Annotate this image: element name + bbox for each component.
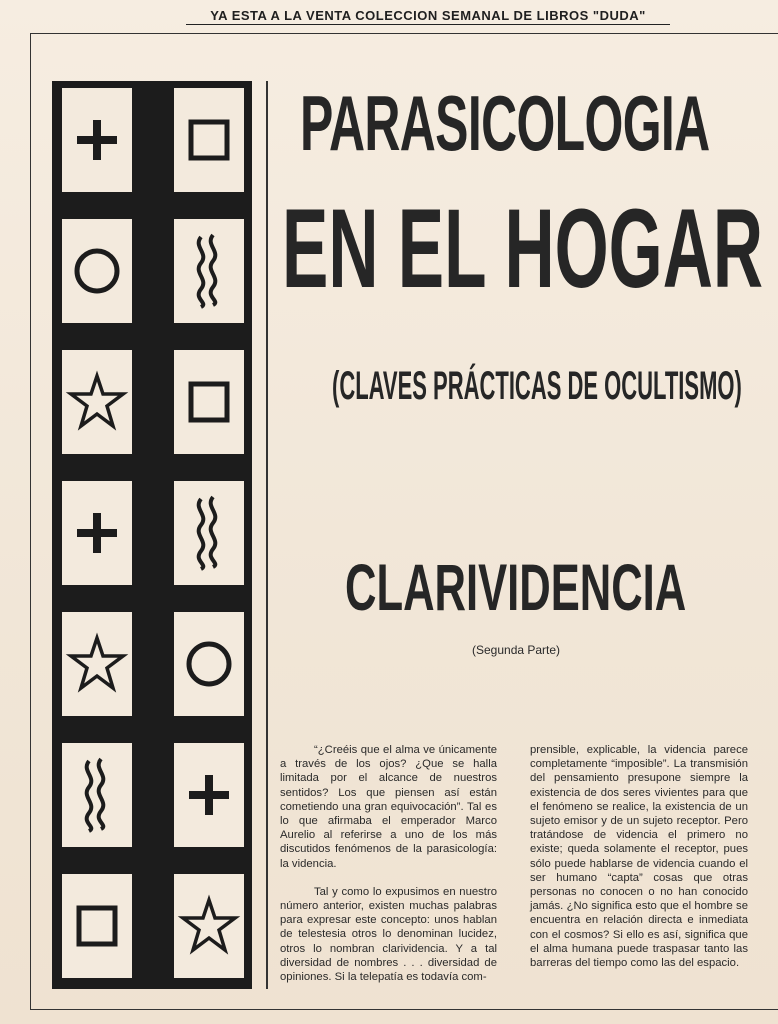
waves-icon [174, 219, 244, 323]
paragraph: prensible, explicable, la videncia parece completamente “imposible”. La transmisión del pensamiento presupone siempre la existencia de dos seres vivientes para que el fenómeno se realice, la existencia de un sujeto emisor y de un sujeto receptor. Pero tratándose de videncia el primero no existe; queda solamente el receptor, pues sólo puede hablarse de videncia cuando el ser humano “capta” cosas que otras personas no conocen o no han conocido jamás. ¿No significa esto que el hombre se encuentra en relación directa e inmediata con el cosmos? Si ello es así, significa que el alma humana puede traspasar tanto las barreras del tiempo como las del espacio. [530, 744, 748, 970]
square-icon [174, 88, 244, 192]
waves-icon [174, 481, 244, 585]
body-column-2 [530, 743, 748, 970]
part-label: (Segunda Parte) [472, 643, 561, 657]
star-icon [62, 612, 132, 716]
paragraph: “¿Creéis que el alma ve únicamente a través de los ojos? ¿Que se halla limitada por el alcance de nuestros sentidos? Los que piensen así están cometiendo una gran equivocación”. Tal es lo que afirmaba el emperador Marco Aurelio al referirse a uno de los más discutidos fenómenos de la parasicología: la videncia. [280, 744, 497, 870]
cross-icon [62, 88, 132, 192]
star-icon [62, 350, 132, 454]
circle-icon [62, 219, 132, 323]
header-banner: YA ESTA A LA VENTA COLECCION SEMANAL DE LIBROS "DUDA" [186, 8, 670, 25]
paragraph: Tal y como lo expusimos en nuestro número anterior, existen muchas palabras para expresar este concepto: unos hablan de telestesia otros lo denominan lucidez, otros lo nombran clarividencia. Y a tal diversidad de nombres . . . diversidad de opiniones. Si la telepatía es todavía com- [280, 885, 497, 984]
section-title: CLARIVIDENCIA [345, 550, 687, 624]
title-line-2: EN EL HOGAR [282, 186, 763, 311]
star-icon [174, 874, 244, 978]
title-line-1: PARASICOLOGIA [300, 79, 710, 167]
cross-icon [62, 481, 132, 585]
square-icon [174, 350, 244, 454]
body-column-1 [280, 743, 497, 984]
column-divider [266, 81, 268, 989]
waves-icon [62, 743, 132, 847]
cross-icon [174, 743, 244, 847]
subtitle: (CLAVES PRÁCTICAS DE OCULTISMO) [332, 364, 742, 408]
circle-icon [174, 612, 244, 716]
square-icon [62, 874, 132, 978]
